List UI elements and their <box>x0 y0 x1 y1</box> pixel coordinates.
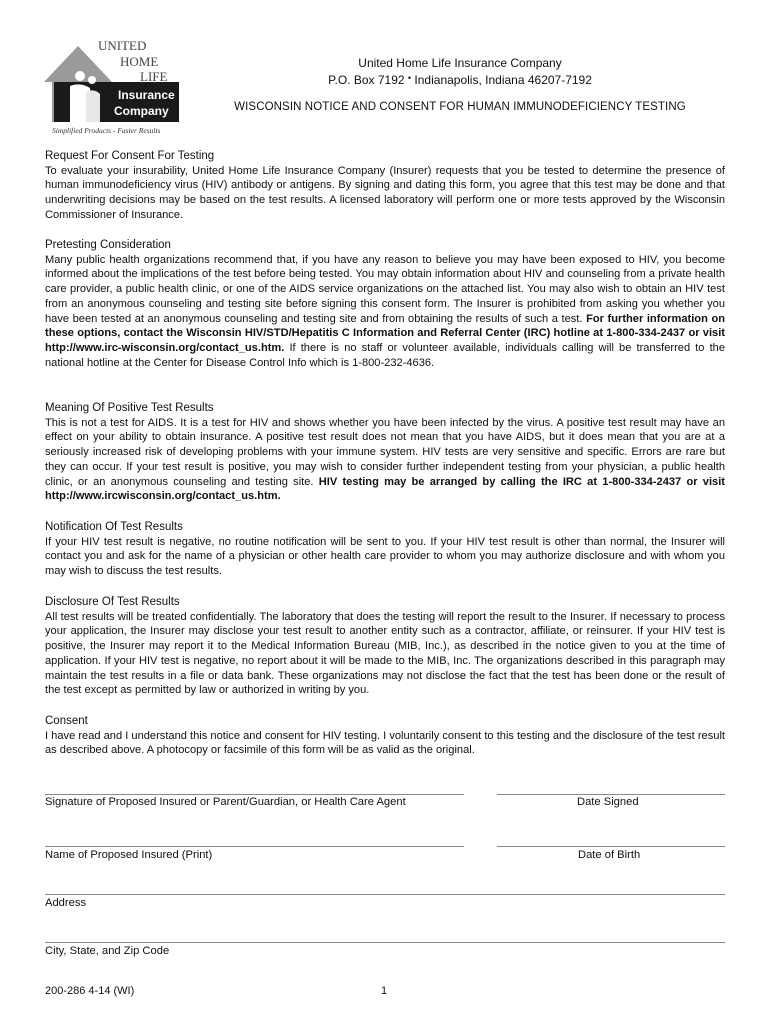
section-request <box>45 149 725 223</box>
logo-word-united: UNITED <box>98 38 147 53</box>
dob-line[interactable] <box>497 846 725 847</box>
section-body: If your HIV test result is negative, no routine notification will be sent to you. If your HIV test result is other than normal, the Insurer will contact you and ask for the name of a physician or other health care provider to whom you may authorize disclosure and with whom you may wish to discuss the test results. <box>45 535 725 578</box>
address-label: Address <box>45 897 87 909</box>
signature-line[interactable] <box>45 794 464 795</box>
city-label: City, State, and Zip Code <box>45 945 170 957</box>
section-heading: Meaning Of Positive Test Results <box>45 402 214 414</box>
section-disclosure <box>45 595 725 698</box>
section-heading: Notification Of Test Results <box>45 521 183 533</box>
page-number: 1 <box>381 985 388 997</box>
section-heading: Consent <box>45 715 88 727</box>
logo-word-life: LIFE <box>140 69 168 84</box>
section-meaning <box>45 401 725 504</box>
section-body: This is not a test for AIDS. It is a test for HIV and shows whether you have been infected by the virus. A positive test result may have an effect on your ability to obtain insurance. A positive test result does not mean that you have AIDS, but it does mean that you are at a seriously increased risk of developing problems with your immune system. HIV tests are very sensitive and specific. Errors are rare but they can occur. If your test result is positive, you may wish to consider further independent testing from your physician, a public health clinic, or an anonymous counseling and testing site. HIV testing may be arranged by calling the IRC at 1-800-334-2437 or visit http://www.ircwisconsin.org/contact_us.htm. <box>45 416 725 503</box>
address-line[interactable] <box>45 894 725 895</box>
logo-insurance-text: Insurance <box>118 88 175 102</box>
section-body: Many public health organizations recommend that, if you have any reason to believe you may have been exposed to HIV, you become informed about the implications of the test before being tested. You may obtain information about HIV and counseling from a private health care provider, a public health clinic, or one of the AIDS service organizations on the attached list. You may also wish to obtain an HIV test from an anonymous counseling and testing site before signing this consent form. The Insurer is prohibited from asking you whether you have been tested at an anonymous counseling and testing site and from obtaining the results of such a test. For further information on these options, contact the Wisconsin HIV/STD/Hepatitis C Information and Referral Center (IRC) hotline at 1-800-334-2437 or visit http://www.irc-wisconsin.org/contact_us.htm. If there is no staff or volunteer available, individuals calling will be transferred to the national hotline at the Center for Disease Control Info which is 1-800-232-4636. <box>45 253 725 369</box>
section-body: To evaluate your insurability, United Home Life Insurance Company (Insurer) requests that you be tested to determine the presence of human immunodeficiency virus (HIV) antibody or antigens. By signing and dating this form, you agree that this test may be done and that underwriting decisions may be based on the test results. A licensed laboratory will perform one or more tests approved by the Wisconsin Commissioner of Insurance. <box>45 164 725 221</box>
section-pretesting <box>45 238 725 370</box>
date-signed-line[interactable] <box>497 794 725 795</box>
section-body: I have read and I understand this notice and consent for HIV testing. I voluntarily consent to this testing and the disclosure of the test result as described above. A photocopy or facsimile of this form will be as valid as the original. <box>45 729 725 757</box>
name-label: Name of Proposed Insured (Print) <box>45 849 213 861</box>
section-body: All test results will be treated confidentially. The laboratory that does the testing will report the result to the Insurer. If necessary to process your application, the Insurer may disclose your test result to another entity such as a contractor, affiliate, or reinsurer. If your HIV test is positive, the Insurer may report it to the Medical Information Bureau (MIB, Inc.), as described in the notice given to you at the time of application. If your HIV test is negative, no report about it will be made to the MIB, Inc. The organizations described in this paragraph may maintain the test results in a file or data bank. These organizations may not disclose the fact that the test has been done or the result of the test except as permitted by law or authorized in writing by you. <box>45 610 725 697</box>
logo-company-text: Company <box>114 104 169 118</box>
irc-testing-info: HIV testing may be arranged by calling the IRC at 1-800-334-2437 or visit http://www.ircwisconsin.org/contact_us.htm. <box>45 475 725 503</box>
company-name: United Home Life Insurance Company <box>358 56 562 70</box>
section-heading: Disclosure Of Test Results <box>45 596 180 608</box>
city-line[interactable] <box>45 942 725 943</box>
section-notification <box>45 520 725 579</box>
form-title: WISCONSIN NOTICE AND CONSENT FOR HUMAN IMMUNODEFICIENCY TESTING <box>234 101 686 113</box>
name-line[interactable] <box>45 846 464 847</box>
section-heading: Pretesting Consideration <box>45 239 171 251</box>
form-number: 200-286 4-14 (WI) <box>45 985 135 997</box>
section-consent <box>45 714 725 758</box>
date-signed-label: Date Signed <box>577 796 639 808</box>
dob-label: Date of Birth <box>578 849 641 861</box>
company-logo <box>40 36 190 136</box>
logo-tagline: Simplified Products - Faster Results <box>52 126 161 135</box>
company-address: P.O. Box 7192 • Indianapolis, Indiana 46207-7192 <box>328 73 592 87</box>
section-heading: Request For Consent For Testing <box>45 150 215 162</box>
irc-hotline-info: For further information on these options, contact the Wisconsin HIV/STD/Hepatitis C Information and Referral Center (IRC) hotline at 1-800-334-2437 or visit http://www.irc-wisconsin.org/contact_us.htm. <box>45 312 725 354</box>
company-header <box>220 56 700 88</box>
signature-label: Signature of Proposed Insured or Parent/Guardian, or Health Care Agent <box>45 796 406 808</box>
logo-word-home: HOME <box>120 54 159 69</box>
